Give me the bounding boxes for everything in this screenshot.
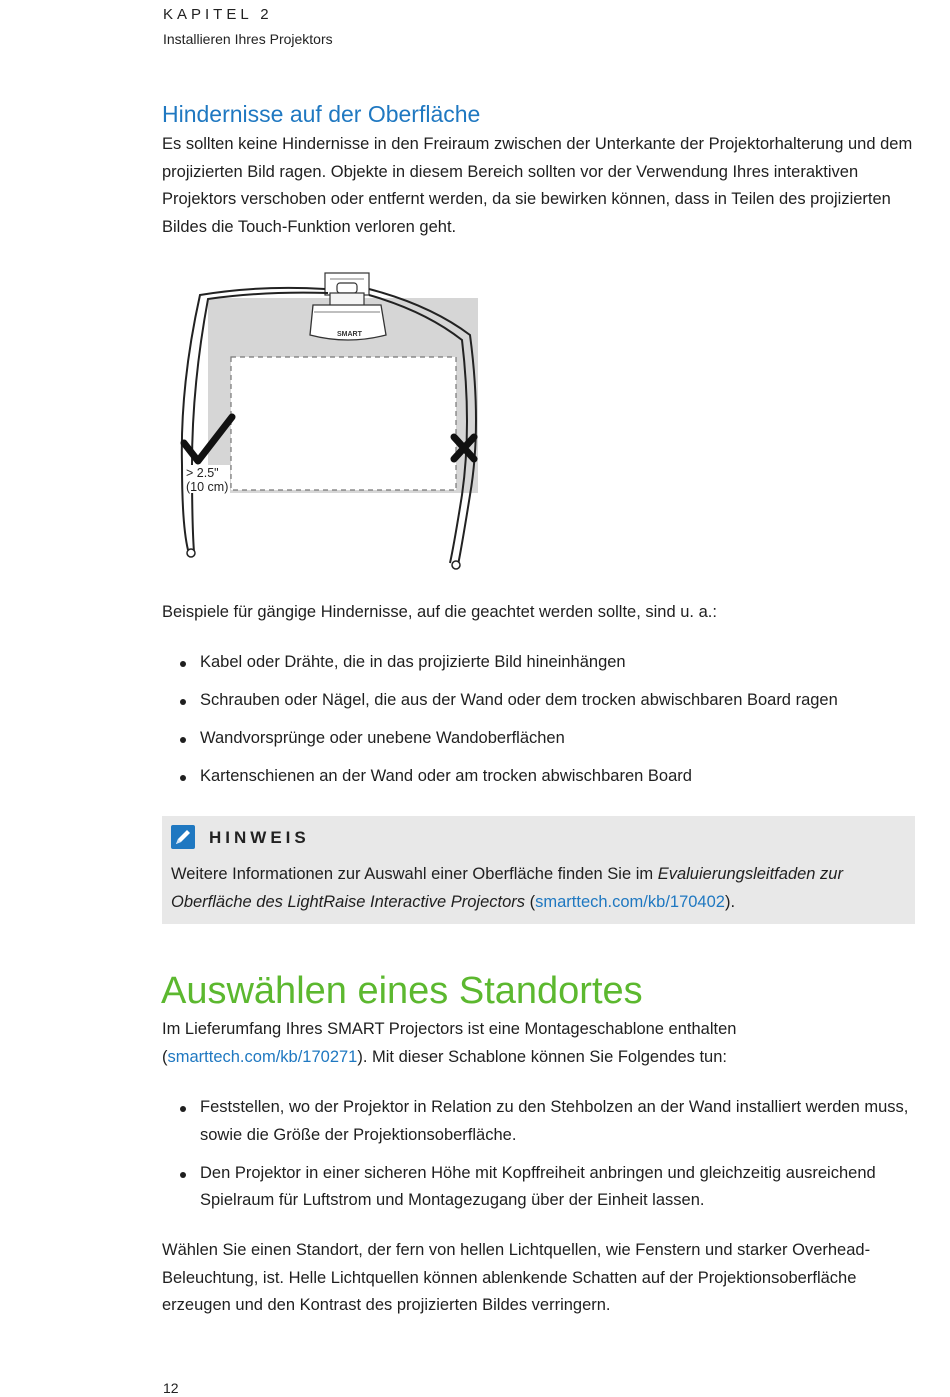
obstacle-examples-list xyxy=(180,649,915,791)
note-title: HINWEIS xyxy=(209,828,310,847)
section-heading-location: Auswählen eines Standortes xyxy=(161,970,643,1012)
template-uses-list xyxy=(180,1094,915,1215)
section-heading-obstacles: Hindernisse auf der Oberfläche xyxy=(162,101,481,127)
projected-image-area xyxy=(231,357,456,490)
note-link[interactable]: smarttech.com/kb/170402 xyxy=(535,892,725,911)
obstacles-intro-paragraph: Es sollten keine Hindernisse in den Freiraum zwischen der Unterkante der Projektorhalterung und dem projizierten Bild ragen. Objekte in diesem Bereich sollten vor der Verwendung Ihres interaktiven Projektors verschoben oder entfernt werden, da sie bewirken können, dass in Teilen des projizierten Bildes die Touch-Funktion verloren geht. xyxy=(162,135,913,236)
pencil-note-icon xyxy=(171,825,195,849)
list-item: Kabel oder Drähte, die in das projizierte Bild hineinhängen xyxy=(180,649,915,677)
list-item: Wandvorsprünge oder unebene Wandoberflächen xyxy=(180,725,915,753)
clearance-measure-inches: > 2.5" xyxy=(186,466,219,480)
chapter-label: KAPITEL 2 xyxy=(163,6,273,23)
bullet-icon xyxy=(180,661,186,667)
examples-intro: Beispiele für gängige Hindernisse, auf die geachtet werden sollte, sind u. a.: xyxy=(162,603,717,621)
location-intro-paragraph: Im Lieferumfang Ihres SMART Projectors ist eine Montageschablone enthalten (smarttech.com/kb/170271). Mit dieser Schablone können Sie Folgendes tun: xyxy=(162,1020,737,1066)
bullet-icon xyxy=(180,775,186,781)
note-box xyxy=(162,816,915,924)
page-number: 12 xyxy=(163,1380,179,1396)
bullet-icon xyxy=(180,1106,186,1112)
list-item: Den Projektor in einer sicheren Höhe mit Kopffreiheit anbringen und gleichzeitig ausreichend Spielraum für Luftstrom und Montagezugang über der Einheit lassen. xyxy=(180,1160,915,1215)
projector-brand-label: SMART xyxy=(337,331,362,338)
chapter-title: Installieren Ihres Projektors xyxy=(163,31,333,47)
note-text: Weitere Informationen zur Auswahl einer Oberfläche finden Sie im Evaluierungsleitfaden zur Oberfläche des LightRaise Interactive Projectors (smarttech.com/kb/170402). xyxy=(171,865,843,911)
list-item: Feststellen, wo der Projektor in Relation zu den Stehbolzen an der Wand installiert werden muss, sowie die Größe der Projektionsoberfläche. xyxy=(180,1094,915,1149)
bullet-icon xyxy=(180,699,186,705)
template-link[interactable]: smarttech.com/kb/170271 xyxy=(167,1047,358,1066)
list-item: Kartenschienen an der Wand oder am trocken abwischbaren Board xyxy=(180,763,915,791)
list-item: Schrauben oder Nägel, die aus der Wand oder dem trocken abwischbaren Board ragen xyxy=(180,687,915,715)
bullet-icon xyxy=(180,1172,186,1178)
bullet-icon xyxy=(180,737,186,743)
location-closing-paragraph: Wählen Sie einen Standort, der fern von hellen Lichtquellen, wie Fenstern und starker Overhead-Beleuchtung, ist. Helle Lichtquellen können ablenkende Schatten auf der Projektionsoberfläche erzeugen und den Kontrast des projizierten Bildes verringern. xyxy=(162,1241,871,1314)
clearance-measure-cm: (10 cm) xyxy=(186,480,229,494)
projector-obstacle-illustration xyxy=(170,265,500,585)
